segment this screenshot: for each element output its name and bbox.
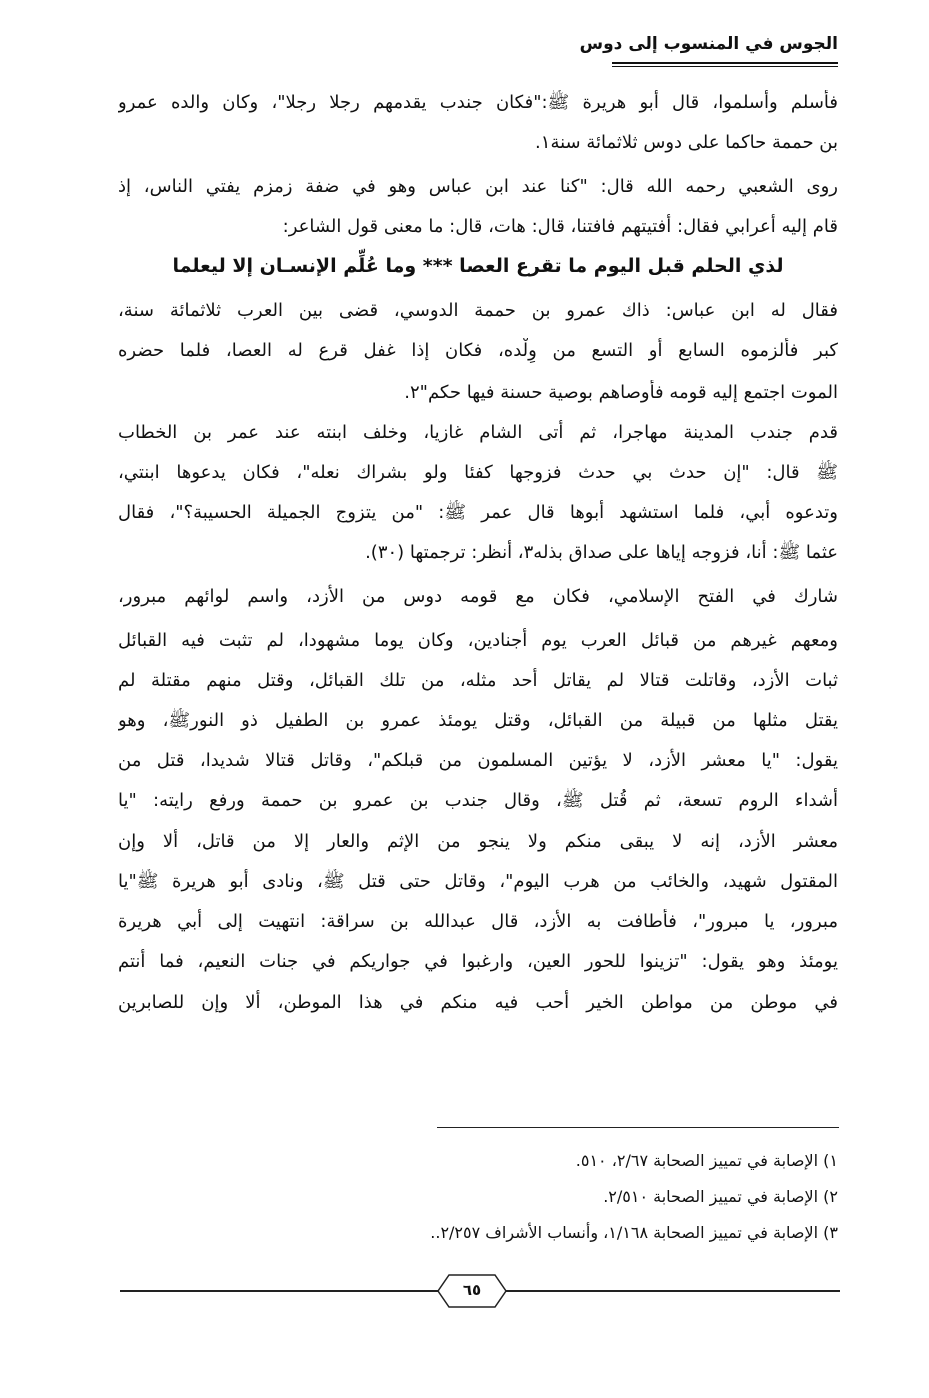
page-number: ٦٥ <box>462 1281 482 1299</box>
body-line: ومعهم غيرهم من قبائل العرب يوم أجنادين، وكان يوما مشهودا، لم تثبت فيه القبائل <box>118 630 838 651</box>
body-line: يومئذ وهو يقول: "تزينوا للحور العين، وارغبوا في جواريكم في جنات النعيم، فما أنتم <box>118 951 838 972</box>
poem-verse: لذي الحلم قبل اليوم ما تقرع العصا *** وما عُلِّم الإنسـان إلا ليعلما <box>172 255 784 277</box>
body-line: المقتول شهيد، والخائب من هرب اليوم"، وقاتل حتى قتل ﷺ، ونادى أبو هريرة ﷺ"يا <box>118 871 838 892</box>
body-line: يقتل مثلها من قبيلة من القبائل، وقتل يومئذ عمرو بن الطفيل ذو النورﷺ، وهو <box>118 710 838 731</box>
header-rule <box>612 62 838 64</box>
body-line: وتدعوه أبي، فلما استشهد أبوها قال عمر ﷺ: "من يتزوج الجميلة الحسيبة؟"، فقال <box>118 502 838 523</box>
page-rule-right <box>506 1290 840 1292</box>
body-line: ﷺ قال: "إن حدث بي حدث فزوجها كفئا ولو بشراك نعله"، فكان يدعوها ابنتي، <box>118 462 838 483</box>
body-line: فقال له ابن عباس: ذاك عمرو بن حممة الدوسي، قضى بين العرب ثلاثمائة سنة، <box>118 300 838 321</box>
body-line: بن حممة حاكما على دوس ثلاثمائة سنة١. <box>535 132 838 153</box>
body-line: شارك في الفتح الإسلامي، فكان مع قومه دوس من الأزد، واسم لوائهم مبرور، <box>118 586 838 607</box>
body-line: في موطن من مواطن الخير أحب فيه منكم في هذا الموطن، ألا وإن للصابرين <box>118 992 838 1013</box>
header-rule-secondary <box>612 66 838 67</box>
footnote-1: ١) الإصابة في تمييز الصحابة ٢/٦٧، ٥١٠. <box>575 1151 838 1170</box>
body-line: كبر فألزموه السابع أو التسع من وِلْده، فكان إذا غفل قرع له العصا، فلما حضره <box>118 340 838 361</box>
footnote-3: ٣) الإصابة في تمييز الصحابة ١/١٦٨، وأنساب الأشراف ٢/٢٥٧.. <box>430 1223 838 1242</box>
body-line: الموت اجتمع إليه قومه فأوصاهم بوصية حسنة فيها حكم"٢. <box>404 382 838 403</box>
body-line: ثبات الأزد، وقاتلت قتالا لم يقاتل أحد مثله، من تلك القبائل، وقتل منهم مقتلة لم <box>118 670 838 691</box>
body-line: يقول: "يا معشر الأزد، لا يؤتين المسلمون من قبلكم"، وقاتل قتالا شديدا، قتل من <box>118 750 838 771</box>
body-line: قدم جندب المدينة مهاجرا، ثم أتى الشام غازيا، وخلف ابنته عند عمر بن الخطاب <box>118 422 838 443</box>
footnote-separator <box>437 1127 839 1128</box>
body-line: عثما ﷺ: أنا، فزوجه إياها على صداق بذله٣، أنظر: ترجمتها (٣٠). <box>365 542 838 563</box>
page-rule-left <box>120 1290 438 1292</box>
body-line: قام إليه أعرابي فقال: أفتيتهم فافتنا، قال: هات، قال: ما معنى قول الشاعر: <box>282 216 838 237</box>
body-line: معشر الأزد، إنه لا يبقى منكم ولا ينجو من الإثم والعار إلا من قاتل، ألا وإن <box>118 831 838 852</box>
body-line: فأسلم وأسلموا، قال أبو هريرة ﷺ:"فكان جندب يقدمهم رجلا رجلا"، وكان والده عمرو <box>118 92 838 113</box>
body-line: أشداء الروم تسعة، ثم قُتل ﷺ، وقال جندب بن عمرو بن حممة ورفع رايته: "يا <box>118 790 838 811</box>
page-number-badge <box>437 1274 507 1308</box>
body-line: روى الشعبي رحمه الله قال: "كنا عند ابن عباس وهو في ضفة زمزم يفتي الناس، إذ <box>118 176 838 197</box>
body-line: مبرور، يا مبرور"، فأطافت به الأزد، قال عبدالله بن سراقة: انتهيت إلى أبي هريرة <box>118 911 838 932</box>
footnote-2: ٢) الإصابة في تمييز الصحابة ٢/٥١٠. <box>603 1187 838 1206</box>
running-header: الجوس في المنسوب إلى دوس <box>579 34 838 54</box>
